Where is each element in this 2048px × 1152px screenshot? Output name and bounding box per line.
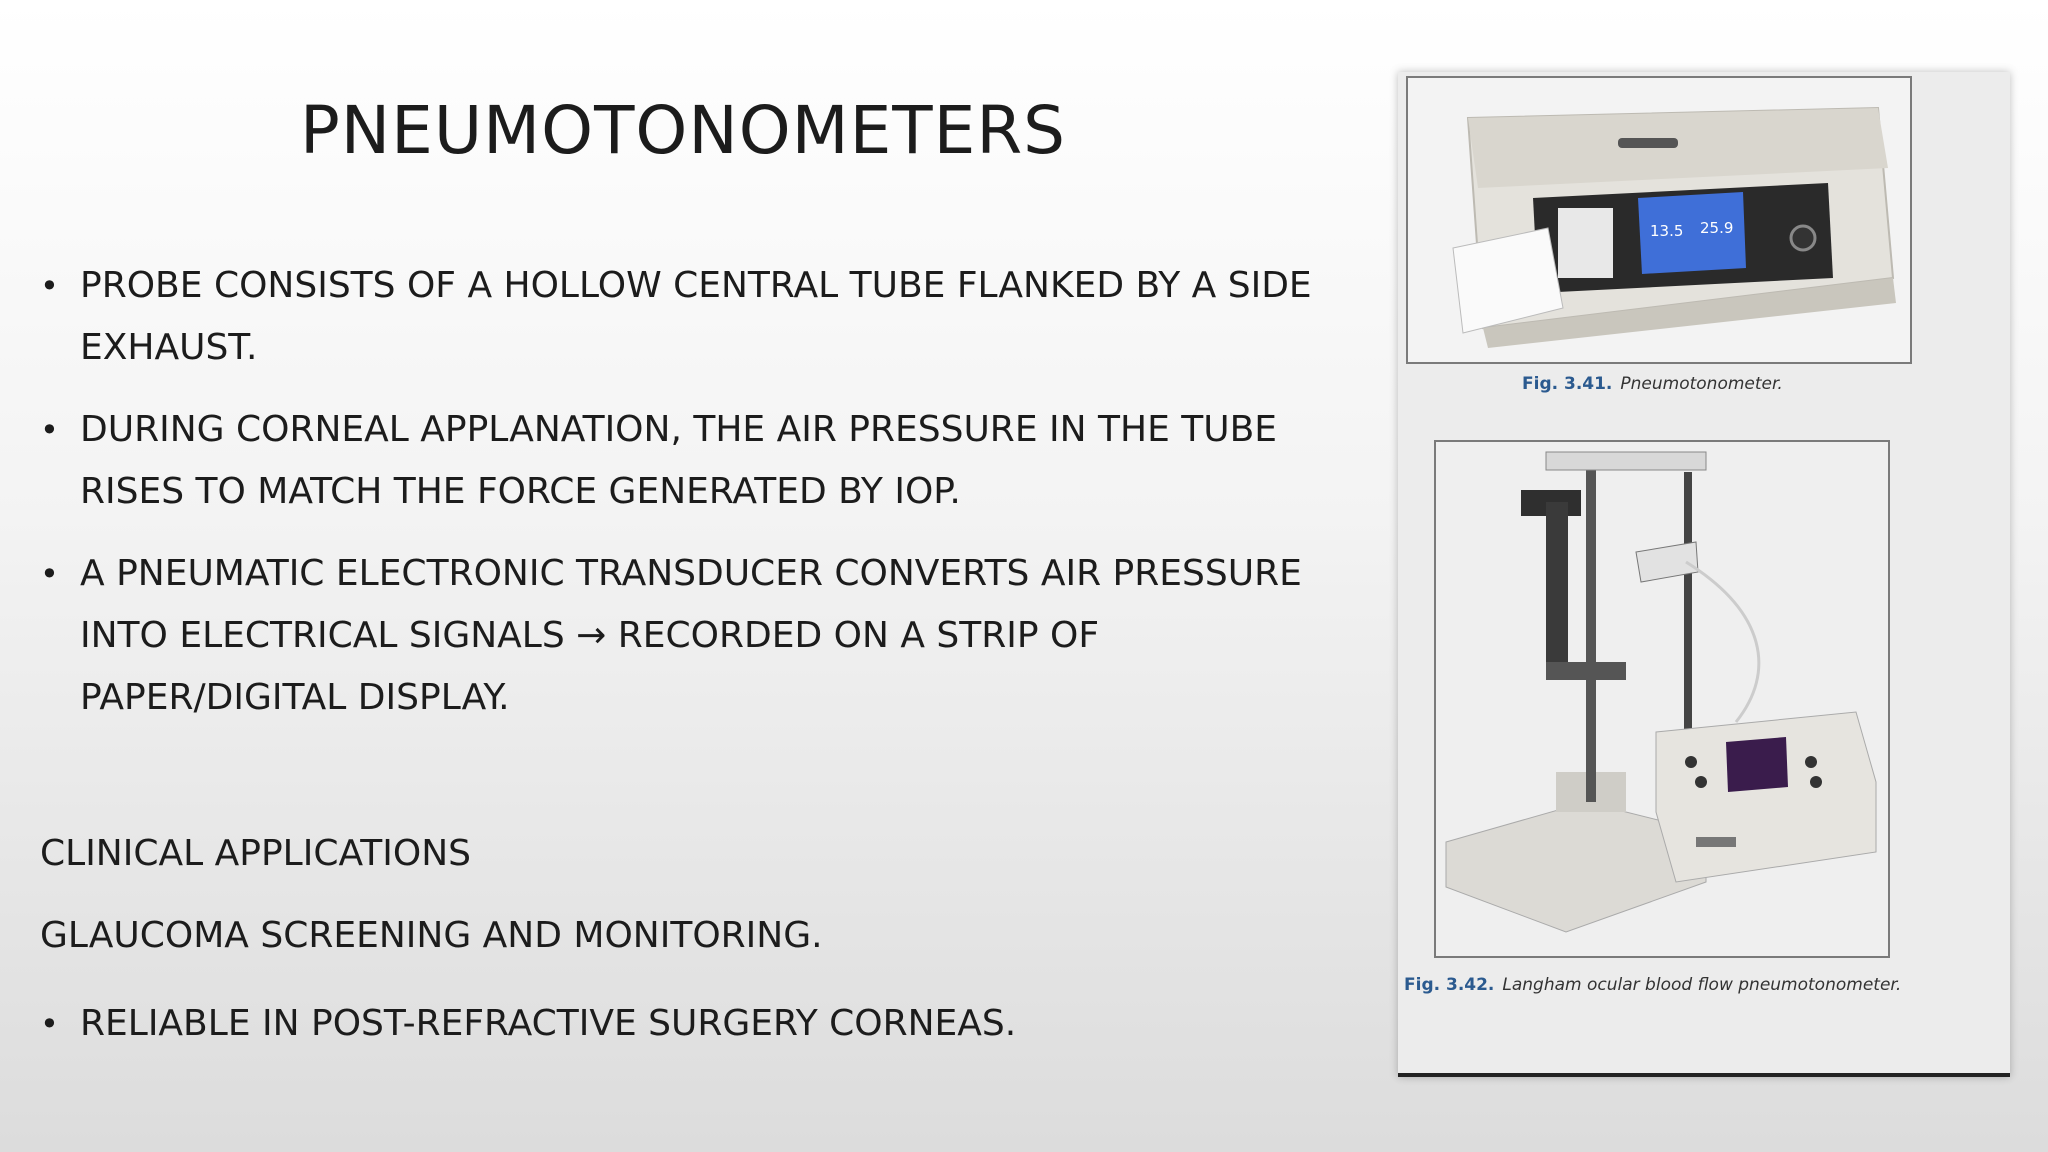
display-right-value: 25.9 (1700, 219, 1734, 237)
figure-frame-langham (1434, 440, 1890, 958)
bullet-item (40, 543, 1360, 729)
bullet-text: DURING CORNEAL APPLANATION, THE AIR PRESSURE IN THE TUBE RISES TO MATCH THE FORCE GENERATED BY IOP. (80, 409, 1278, 512)
display-left-value: 13.5 (1650, 222, 1684, 240)
bullet-item (40, 255, 1360, 379)
figure-bottom-edge (1398, 1073, 2010, 1077)
textbook-figure-photo (1398, 72, 2010, 1077)
figure-number: Fig. 3.42. (1404, 975, 1495, 995)
clinical-heading: CLINICAL APPLICATIONS (40, 833, 472, 874)
figure-caption (1404, 975, 1901, 995)
bullet-text: PROBE CONSISTS OF A HOLLOW CENTRAL TUBE FLANKED BY A SIDE EXHAUST. (80, 265, 1312, 368)
figure-caption-text: Pneumotonometer. (1620, 374, 1783, 394)
bullet-dot: • (40, 555, 59, 593)
figure-caption-text: Langham ocular blood flow pneumotonometer. (1502, 975, 1902, 995)
langham-device-image (1436, 442, 1888, 956)
bullet-text: RELIABLE IN POST-REFRACTIVE SURGERY CORNEAS. (80, 1003, 1017, 1044)
bullet-item (40, 993, 1380, 1055)
bullet-list (40, 255, 1360, 749)
bullet-text: A PNEUMATIC ELECTRONIC TRANSDUCER CONVERTS AIR PRESSURE INTO ELECTRICAL SIGNALS → RECORDED ON A STRIP OF PAPER/DIGITAL DISPLAY. (80, 553, 1302, 718)
clinical-line: GLAUCOMA SCREENING AND MONITORING. (40, 915, 823, 956)
slide-title: PNEUMOTONOMETERS (300, 92, 1067, 169)
pneumotonometer-device-image (1408, 78, 1910, 362)
bullet-dot: • (40, 411, 59, 449)
figure-number: Fig. 3.41. (1522, 374, 1613, 394)
bullet-dot: • (40, 267, 59, 305)
figure-frame-pneumotonometer (1406, 76, 1912, 364)
bullet-dot: • (40, 1005, 59, 1043)
figure-caption (1522, 374, 1783, 394)
bullet-item (40, 399, 1360, 523)
